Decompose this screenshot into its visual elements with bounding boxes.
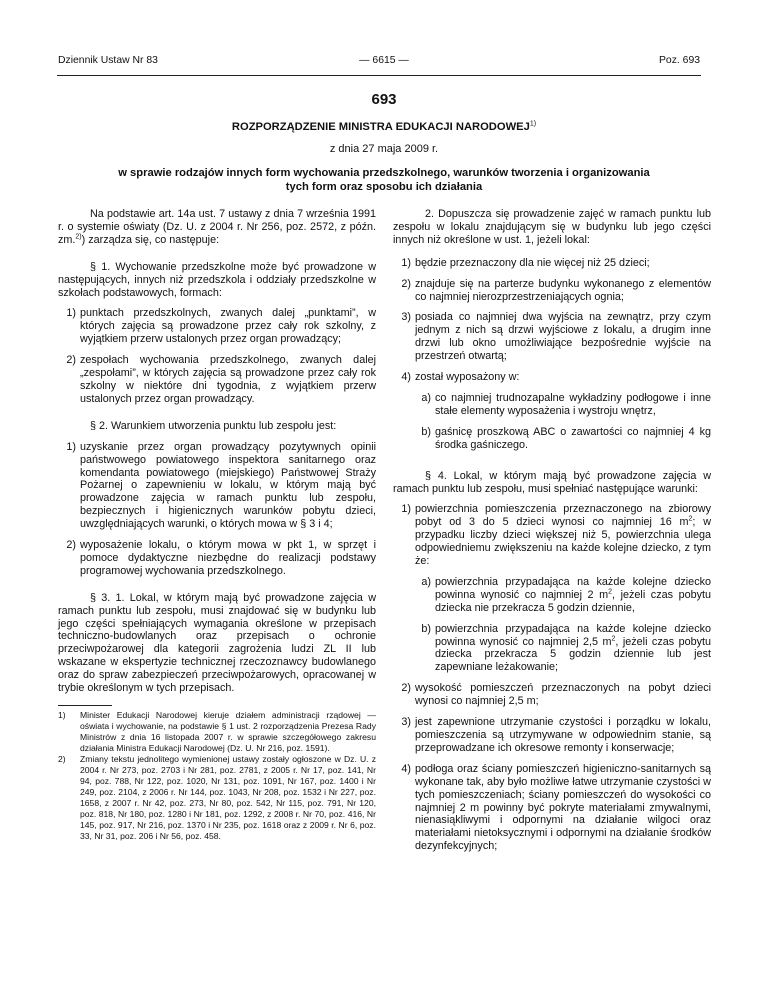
sub-list-letter: a) <box>421 391 431 404</box>
left-column <box>58 208 376 842</box>
list-item <box>393 257 711 270</box>
list-item <box>393 311 711 363</box>
list-text: znajduje się na parterze budynku wykonanego z elementów co najmniej nierozprzestrzeniających ognia; <box>415 277 711 303</box>
list-number: 1) <box>66 307 76 320</box>
sub-list-letter: b) <box>421 622 431 635</box>
list-text: zespołach wychowania przedszkolnego, zwanych dalej „zespołami”, w których zajęcia są prowadzone przez cały rok szkolny w niektóre dni tygodnia, z wyjątkiem przerw ustalonych przez organ prowadzący. <box>80 354 376 405</box>
list-text: został wyposażony w: <box>415 371 520 384</box>
footnote-text: Minister Edukacji Narodowej kieruje działem administracji rządowej — oświata i wychowanie, na podstawie § 1 ust. 2 rozporządzenia Prezesa Rady Ministrów z dnia 16 listopada 2007 r. w sprawie szczegółowego zakresu działania Ministra Edukacji Narodowej (Dz. U. Nr 216, poz. 1591). <box>80 710 376 753</box>
footnote-number: 1) <box>58 710 66 720</box>
sub-list-item <box>393 623 711 675</box>
section-4: § 4. Lokal, w którym mają być prowadzone zajęcia w ramach punktu lub zespołu, musi spełniać następujące warunki: <box>393 469 711 495</box>
list-text: punktach przedszkolnych, zwanych dalej „punktami”, w których zajęcia są prowadzone przez cały rok szkolny, z wyjątkiem przerw ustalonych przez organ prowadzący; <box>80 307 376 346</box>
title-text: ROZPORZĄDZENIE MINISTRA EDUKACJI NARODOWEJ <box>231 121 530 133</box>
list-text: podłoga oraz ściany pomieszczeń higieniczno-sanitarnych są wykonane tak, aby było możliwe łatwe utrzymanie czystości w tych pomieszczeniach; ściany pomieszczeń do wysokości co najmniej 2 m powinny być pokryte materiałami zmywalnymi, nienasiąkliwymi i odpornymi na działanie wilgoci oraz materiałami nietoksycznymi i odpornymi na działanie środków dezynfekcyjnych; <box>415 762 711 853</box>
footnote <box>58 710 376 754</box>
footnote-rule <box>58 705 112 706</box>
document-number: 693 <box>371 91 397 108</box>
section-2: § 2. Warunkiem utworzenia punktu lub zespołu jest: <box>90 419 337 432</box>
page-number: — 6615 — <box>359 55 409 66</box>
list-number: 3) <box>401 311 411 324</box>
list-number: 1) <box>401 256 411 269</box>
list-item <box>58 354 376 406</box>
sub-list-letter: a) <box>421 575 431 588</box>
section-3-paragraph-1: § 3. 1. Lokal, w którym mają być prowadzone zajęcia w ramach punktu lub zespołu, musi znajdować się w budynku lub jego części spełniających wymagania określone w przepisach techniczno-budowlanych oraz przepisach o ochronie przeciwpożarowej dla kategorii zagrożenia ludzi ZL II lub wskazane w ekspertyzie technicznej rzeczoznawcy budowlanego oraz do spraw zabezpieczeń przeciwpożarowych, opracowanej w trybie określonym w tych przepisach. <box>58 591 376 695</box>
sub-list-item <box>393 392 711 418</box>
list-item <box>393 716 711 755</box>
sub-list-text: powierzchnia przypadająca na każde kolejne dziecko powinna wynosić co najmniej 2 $m^2$, jeżeli czas pobytu dziecka nie przekracza 5 godzin dziennie, <box>435 575 711 614</box>
list-number: 2) <box>401 277 411 290</box>
list-text: posiada co najmniej dwa wyjścia na zewnątrz, przy czym jednym z nich są drzwi wyjściowe z lokalu, a drugim inne drzwi lub okno umożliwiające bezpośrednie wyjście na przestrzeń otwartą; <box>415 311 711 363</box>
footnote <box>58 754 376 842</box>
section-3-paragraph-2: 2. Dopuszcza się prowadzenie zajęć w ramach punktu lub zespołu w lokalu znajdującym się w budynku lub jego części innych niż określone w ust. 1, jeżeli lokal: <box>393 208 711 246</box>
journal-name: Dziennik Ustaw Nr 83 <box>58 55 158 66</box>
list-item <box>58 539 376 578</box>
sub-list-text: powierzchnia przypadająca na każde kolejne dziecko powinna wynosić co najmniej 2,5 $m^2$, jeżeli czas pobytu dziecka przekracza 5 godzin dziennie lub jest zapewniane leżakowanie; <box>435 622 711 674</box>
legal-basis-text-end: ) zarządza się, co następuje: <box>81 233 220 246</box>
footnote-number: 2) <box>58 754 66 764</box>
document-date: z dnia 27 maja 2009 r. <box>329 143 439 155</box>
sub-list-text: co najmniej trudnozapalne wykładziny podłogowe i inne stałe elementy wyposażenia i wystroju wnętrz, <box>435 391 711 417</box>
list-number: 4) <box>401 371 411 384</box>
list-number: 1) <box>401 503 411 516</box>
list-text: wysokość pomieszczeń przeznaczonych na pobyt dzieci wynosi co najmniej 2,5 m; <box>415 682 711 708</box>
list-number: 1) <box>66 440 76 453</box>
right-column <box>393 208 711 853</box>
footnote-text: Zmiany tekstu jednolitego wymienionej ustawy zostały ogłoszone w Dz. U. z 2004 r. Nr 273, poz. 2703 i Nr 281, poz. 2781, z 2005 r. Nr 17, poz. 141, Nr 94, poz. 788, Nr 122, poz. 1020, Nr 131, poz. 1091, Nr 167, poz. 1400 i Nr 249, poz. 2104, z 2006 r. Nr 144, poz. 1043, Nr 208, poz. 1532 i Nr 227, poz. 1658, z 2007 r. Nr 42, poz. 273, Nr 80, poz. 542, Nr 115, poz. 791, Nr 120, poz. 818, Nr 180, poz. 1280 i Nr 181, poz. 1292, z 2008 r. Nr 70, poz. 416, Nr 145, poz. 917, Nr 216, poz. 1370 i Nr 235, poz. 1618 oraz z 2009 r. Nr 6, poz. 33, Nr 31, poz. 206 i Nr 56, poz. 458. <box>80 754 376 841</box>
list-number: 4) <box>401 762 411 775</box>
position-number: Poz. 693 <box>658 55 700 66</box>
list-number: 2) <box>66 539 76 552</box>
list-item <box>393 503 711 568</box>
list-text: wyposażenie lokalu, o którym mowa w pkt 1, w sprzęt i pomoce dydaktyczne niezbędne do realizacji podstawy programowej wychowania przedszkolnego. <box>80 539 376 577</box>
sub-list-letter: b) <box>421 425 431 438</box>
document-title <box>30 121 738 133</box>
list-text: uzyskanie przez organ prowadzący pozytywnych opinii państwowego powiatowego inspektora sanitarnego oraz komendanta powiatowego (miejskiego) Państwowej Straży Pożarnej o zapewnieniu w lokalu, w którym mają być prowadzone zajęcia w ramach punktu lub zespołu, bezpiecznych i higienicznych warunków pobytu dzieci, uwzględniających warunki, o których mowa w § 3 i 4; <box>80 440 376 531</box>
list-item <box>58 307 376 346</box>
list-text: powierzchnia pomieszczenia przeznaczonego na zbiorowy pobyt od 3 do 5 dzieci wynosi co najmniej 16 $m^2$; w przypadku liczby dzieci większej niż 5, powierzchnia ulega odpowiedniemu zwiększeniu na każde kolejne dziecko, z tym że: <box>415 503 712 568</box>
list-item <box>58 441 376 531</box>
legal-basis-text: Na podstawie art. 14a ust. 7 ustawy z dnia 7 września 1991 r. o systemie oświaty (Dz. U. z 2004 r. Nr 256, poz. 2572, z późn. zm. <box>58 208 376 246</box>
list-number: 3) <box>401 716 411 729</box>
header-rule <box>57 75 701 76</box>
list-text: będzie przeznaczony dla nie więcej niż 25 dzieci; <box>415 256 650 269</box>
list-item <box>393 682 711 708</box>
section-1: § 1. Wychowanie przedszkolne może być prowadzone w następujących, innych niż przedszkola i oddziały przedszkolne w szkołach podstawowych, formach: <box>58 260 376 299</box>
list-item <box>393 763 711 853</box>
footnote-ref-2: 2) <box>75 233 82 241</box>
title-footnote-ref: 1) <box>529 120 537 128</box>
document-subject: w sprawie rodzajów innych form wychowania przedszkolnego, warunków tworzenia i organizowania tych form oraz sposobu ich działania <box>118 167 650 193</box>
list-text: jest zapewnione utrzymanie czystości i porządku w lokalu, pomieszczenia są utrzymywane w odpowiednim stanie, są przeprowadzane ich okresowe remonty i konserwacje; <box>415 716 711 754</box>
list-number: 2) <box>401 682 411 695</box>
sub-list-text: gaśnicę proszkową ABC o zawartości co najmniej 4 kg środka gaśniczego. <box>435 425 711 451</box>
legal-basis-paragraph <box>58 208 376 247</box>
list-item <box>393 278 711 304</box>
sub-list-item <box>393 426 711 452</box>
sub-list-item <box>393 576 711 615</box>
list-number: 2) <box>66 354 76 367</box>
list-item <box>393 371 711 384</box>
